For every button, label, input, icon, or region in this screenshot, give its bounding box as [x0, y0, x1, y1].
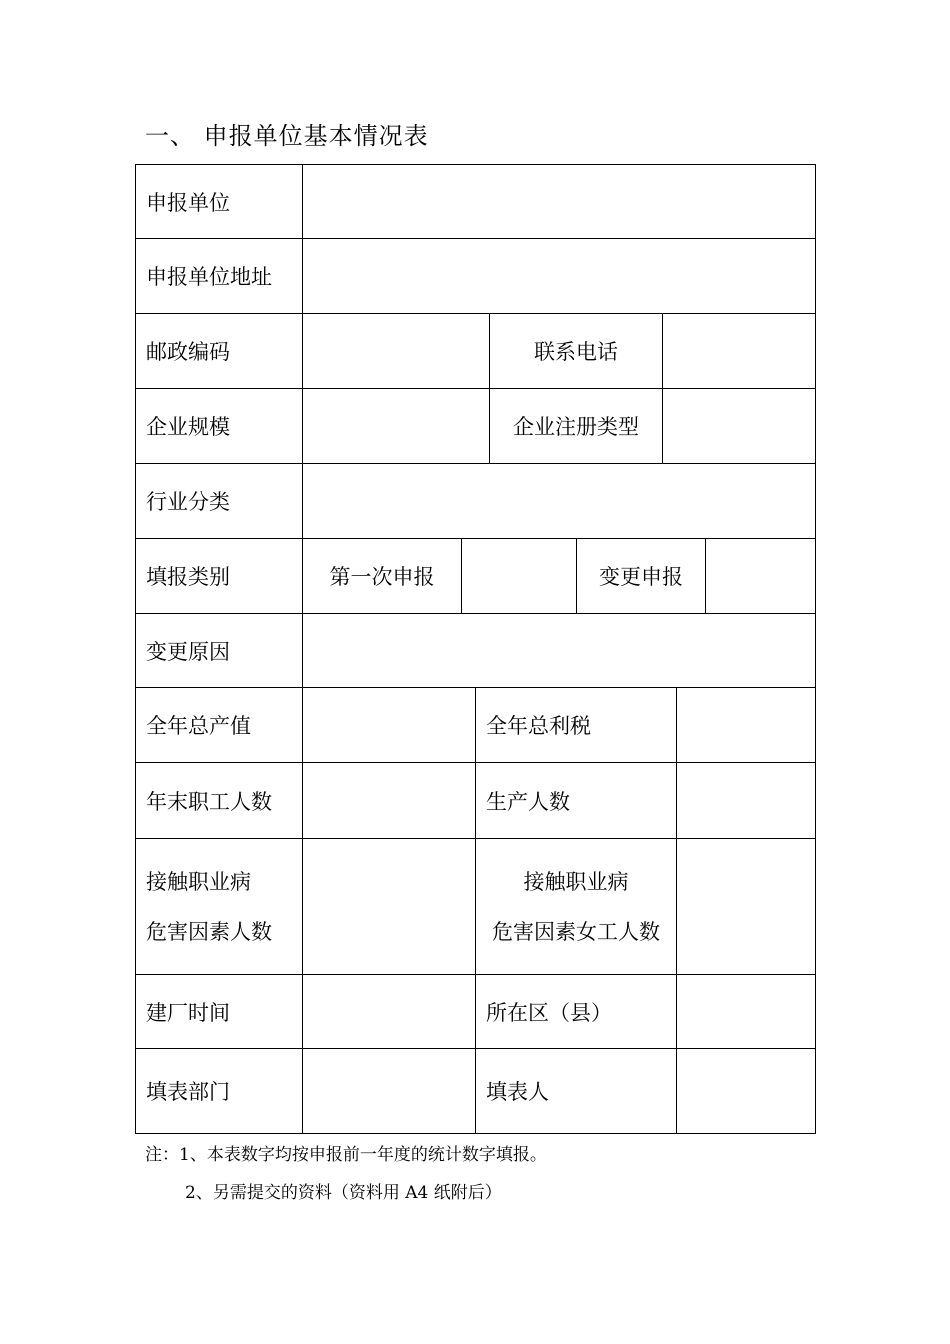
- district-label: 所在区（县）: [475, 975, 676, 1048]
- applicant-unit-field[interactable]: [302, 165, 815, 238]
- annual-profit-tax-field[interactable]: [676, 688, 815, 762]
- note-2: 2、另需提交的资料（资料用 A4 纸附后）: [185, 1183, 502, 1203]
- hazard-exposure-label: [136, 839, 302, 974]
- postal-code-label: 邮政编码: [146, 340, 230, 364]
- row-industry: [136, 464, 815, 539]
- page-title: 一、 申报单位基本情况表: [145, 122, 429, 150]
- staff-count-field[interactable]: [302, 763, 475, 838]
- annual-output-field[interactable]: [302, 688, 475, 762]
- change-report-label: 变更申报: [576, 539, 705, 613]
- row-applicant-address: [136, 239, 815, 314]
- row-hazard-exposure: [136, 839, 815, 975]
- note-1: 注：1、本表数字均按申报前一年度的统计数字填报。: [145, 1145, 547, 1165]
- filler-field[interactable]: [676, 1049, 815, 1133]
- phone-field[interactable]: [662, 314, 815, 388]
- phone-label: 联系电话: [489, 314, 662, 388]
- registration-type-label: 企业注册类型: [489, 389, 662, 463]
- row-staff-count: [136, 763, 815, 839]
- production-count-label: 生产人数: [475, 763, 676, 838]
- row-postal-phone: [136, 314, 815, 389]
- applicant-address-label: 申报单位地址: [146, 265, 272, 289]
- district-field[interactable]: [676, 975, 815, 1048]
- industry-label: 行业分类: [146, 490, 230, 514]
- hazard-exposure-field[interactable]: [302, 839, 475, 974]
- annual-profit-tax-label: 全年总利税: [475, 688, 676, 762]
- change-reason-field[interactable]: [302, 614, 815, 687]
- hazard-exposure-label-line2: 危害因素人数: [146, 919, 272, 944]
- applicant-unit-label: 申报单位: [146, 190, 230, 215]
- row-change-reason: [136, 614, 815, 688]
- female-hazard-exposure-label: [475, 839, 676, 974]
- change-report-field[interactable]: [705, 539, 815, 613]
- change-reason-label: 变更原因: [146, 639, 230, 664]
- hazard-exposure-label-line1: 接触职业病: [146, 869, 251, 894]
- basic-info-form: [135, 164, 816, 1134]
- row-scale-type: [136, 389, 815, 464]
- row-filler: [136, 1049, 815, 1133]
- row-founding-district: [136, 975, 815, 1049]
- enterprise-scale-label: 企业规模: [146, 415, 230, 439]
- postal-code-field[interactable]: [302, 314, 489, 388]
- annual-output-label: 全年总产值: [146, 714, 251, 738]
- first-report-label: 第一次申报: [302, 539, 461, 613]
- founding-time-field[interactable]: [302, 975, 475, 1048]
- row-output-tax: [136, 688, 815, 763]
- row-report-category: [136, 539, 815, 614]
- registration-type-field[interactable]: [662, 389, 815, 463]
- first-report-field[interactable]: [461, 539, 576, 613]
- report-category-label: 填报类别: [146, 565, 230, 589]
- filling-department-field[interactable]: [302, 1049, 475, 1133]
- female-hazard-exposure-field[interactable]: [676, 839, 815, 974]
- founding-time-label: 建厂时间: [146, 1000, 230, 1025]
- applicant-address-field[interactable]: [302, 239, 815, 313]
- filling-department-label: 填表部门: [146, 1080, 230, 1104]
- production-count-field[interactable]: [676, 763, 815, 838]
- industry-field[interactable]: [302, 464, 815, 538]
- enterprise-scale-field[interactable]: [302, 389, 489, 463]
- female-hazard-exposure-label-line1: 接触职业病: [523, 869, 629, 894]
- female-hazard-exposure-label-line2: 危害因素女工人数: [492, 919, 660, 944]
- staff-count-label: 年末职工人数: [146, 789, 272, 814]
- row-applicant-unit: [136, 165, 815, 239]
- filler-label: 填表人: [475, 1049, 676, 1133]
